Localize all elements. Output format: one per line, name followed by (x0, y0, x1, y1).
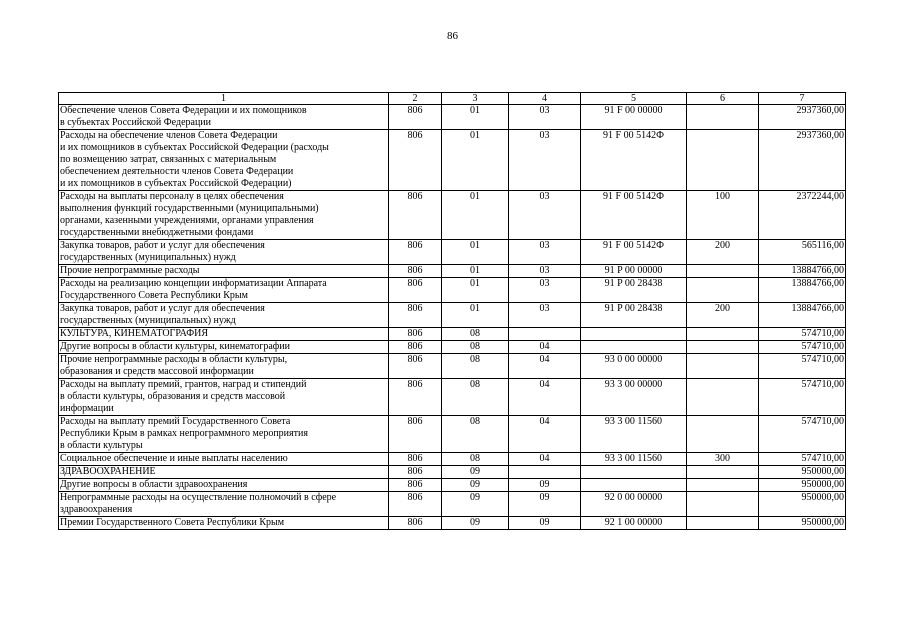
row-target-article: 91 P 00 00000 (581, 265, 687, 278)
table-row (59, 479, 846, 492)
row-section-code: 09 (442, 517, 509, 530)
row-target-article: 93 3 00 11560 (581, 453, 687, 466)
row-admin-code: 806 (389, 240, 442, 265)
row-section-code: 08 (442, 341, 509, 354)
row-amount: 950000,00 (759, 479, 846, 492)
row-name: Закупка товаров, работ и услуг для обеспечения государственных (муниципальных) нужд (59, 240, 389, 265)
row-admin-code: 806 (389, 265, 442, 278)
row-subsection-code: 03 (509, 105, 581, 130)
header-col-4: 4 (509, 93, 581, 105)
row-section-code: 01 (442, 105, 509, 130)
header-col-2: 2 (389, 93, 442, 105)
row-section-code: 08 (442, 379, 509, 416)
row-section-code: 09 (442, 466, 509, 479)
row-target-article: 92 1 00 00000 (581, 517, 687, 530)
row-amount: 565116,00 (759, 240, 846, 265)
row-name: Прочие непрограммные расходы (59, 265, 389, 278)
row-target-article: 91 F 00 00000 (581, 105, 687, 130)
row-section-code: 01 (442, 303, 509, 328)
row-expense-type (687, 379, 759, 416)
table-row (59, 341, 846, 354)
table-header (59, 93, 846, 105)
table-body (59, 105, 846, 530)
row-name: Закупка товаров, работ и услуг для обеспечения государственных (муниципальных) нужд (59, 303, 389, 328)
row-amount: 950000,00 (759, 492, 846, 517)
table-row (59, 379, 846, 416)
row-section-code: 09 (442, 479, 509, 492)
row-admin-code: 806 (389, 517, 442, 530)
row-name: Расходы на выплаты персоналу в целях обеспечения выполнения функций государственными (муниципальными) органами, казенными учреждениями, органами управления государственными внебюджетными фондами (59, 191, 389, 240)
header-row (59, 93, 846, 105)
row-name: Другие вопросы в области здравоохранения (59, 479, 389, 492)
row-amount: 574710,00 (759, 416, 846, 453)
row-name: Непрограммные расходы на осуществление полномочий в сфере здравоохранения (59, 492, 389, 517)
row-expense-type: 200 (687, 303, 759, 328)
row-expense-type (687, 517, 759, 530)
table-row (59, 453, 846, 466)
row-name: Прочие непрограммные расходы в области культуры, образования и средств массовой информации (59, 354, 389, 379)
table-row (59, 303, 846, 328)
row-section-code: 08 (442, 453, 509, 466)
budget-table (58, 92, 846, 530)
table-row (59, 105, 846, 130)
header-col-5: 5 (581, 93, 687, 105)
row-admin-code: 806 (389, 303, 442, 328)
row-amount: 574710,00 (759, 341, 846, 354)
row-target-article: 92 0 00 00000 (581, 492, 687, 517)
header-col-3: 3 (442, 93, 509, 105)
row-expense-type (687, 479, 759, 492)
row-admin-code: 806 (389, 328, 442, 341)
row-amount: 13884766,00 (759, 265, 846, 278)
row-subsection-code: 03 (509, 265, 581, 278)
row-admin-code: 806 (389, 130, 442, 191)
row-subsection-code: 03 (509, 191, 581, 240)
table-row (59, 328, 846, 341)
row-expense-type (687, 265, 759, 278)
row-section-code: 01 (442, 278, 509, 303)
page-number: 86 (447, 30, 458, 42)
row-expense-type (687, 130, 759, 191)
row-subsection-code: 03 (509, 278, 581, 303)
row-expense-type (687, 492, 759, 517)
row-expense-type (687, 354, 759, 379)
row-target-article (581, 341, 687, 354)
row-subsection-code: 03 (509, 303, 581, 328)
row-amount: 574710,00 (759, 379, 846, 416)
row-name: Обеспечение членов Совета Федерации и их помощников в субъектах Российской Федерации (59, 105, 389, 130)
row-target-article: 91 P 00 28438 (581, 303, 687, 328)
row-name: Социальное обеспечение и иные выплаты населению (59, 453, 389, 466)
row-section-code: 01 (442, 240, 509, 265)
row-expense-type (687, 278, 759, 303)
row-section-code: 08 (442, 328, 509, 341)
table-row (59, 191, 846, 240)
row-name: Расходы на выплату премий, грантов, наград и стипендий в области культуры, образования и средств массовой информации (59, 379, 389, 416)
row-subsection-code: 04 (509, 341, 581, 354)
row-amount: 13884766,00 (759, 303, 846, 328)
row-subsection-code (509, 328, 581, 341)
row-target-article: 93 3 00 11560 (581, 416, 687, 453)
row-amount: 950000,00 (759, 517, 846, 530)
header-col-6: 6 (687, 93, 759, 105)
row-target-article: 91 P 00 28438 (581, 278, 687, 303)
row-expense-type (687, 466, 759, 479)
row-expense-type (687, 416, 759, 453)
row-subsection-code: 09 (509, 479, 581, 492)
row-target-article (581, 479, 687, 492)
row-name: КУЛЬТУРА, КИНЕМАТОГРАФИЯ (59, 328, 389, 341)
header-col-7: 7 (759, 93, 846, 105)
row-admin-code: 806 (389, 278, 442, 303)
row-admin-code: 806 (389, 105, 442, 130)
row-amount: 950000,00 (759, 466, 846, 479)
row-target-article: 93 3 00 00000 (581, 379, 687, 416)
row-name: ЗДРАВООХРАНЕНИЕ (59, 466, 389, 479)
table-row (59, 517, 846, 530)
row-admin-code: 806 (389, 466, 442, 479)
row-amount: 574710,00 (759, 453, 846, 466)
row-target-article: 93 0 00 00000 (581, 354, 687, 379)
table-row (59, 416, 846, 453)
row-admin-code: 806 (389, 354, 442, 379)
row-section-code: 08 (442, 416, 509, 453)
row-expense-type (687, 105, 759, 130)
row-expense-type: 100 (687, 191, 759, 240)
row-target-article (581, 466, 687, 479)
table-row (59, 466, 846, 479)
row-name: Расходы на обеспечение членов Совета Федерации и их помощников в субъектах Российской Федерации (расходы по возмещению затрат, связанных с материальным обеспечением деятельности членов Совета Федерации и их помощников в субъектах Российской Федерации) (59, 130, 389, 191)
row-target-article: 91 F 00 5142Ф (581, 191, 687, 240)
row-expense-type: 300 (687, 453, 759, 466)
table-row (59, 354, 846, 379)
row-section-code: 09 (442, 492, 509, 517)
row-amount: 2937360,00 (759, 105, 846, 130)
row-expense-type: 200 (687, 240, 759, 265)
row-subsection-code: 04 (509, 379, 581, 416)
row-admin-code: 806 (389, 453, 442, 466)
row-subsection-code: 04 (509, 354, 581, 379)
row-name: Расходы на выплату премий Государственного Совета Республики Крым в рамках непрограммного мероприятия в области культуры (59, 416, 389, 453)
row-admin-code: 806 (389, 492, 442, 517)
row-subsection-code: 03 (509, 240, 581, 265)
row-name: Расходы на реализацию концепции информатизации Аппарата Государственного Совета Республики Крым (59, 278, 389, 303)
row-section-code: 01 (442, 191, 509, 240)
row-target-article (581, 328, 687, 341)
row-subsection-code: 03 (509, 130, 581, 191)
row-section-code: 01 (442, 130, 509, 191)
row-amount: 13884766,00 (759, 278, 846, 303)
row-expense-type (687, 328, 759, 341)
row-admin-code: 806 (389, 479, 442, 492)
row-admin-code: 806 (389, 341, 442, 354)
row-target-article: 91 F 00 5142Ф (581, 130, 687, 191)
table-row (59, 265, 846, 278)
table-row (59, 240, 846, 265)
row-subsection-code: 09 (509, 517, 581, 530)
row-subsection-code: 04 (509, 416, 581, 453)
row-section-code: 01 (442, 265, 509, 278)
row-section-code: 08 (442, 354, 509, 379)
row-name: Другие вопросы в области культуры, кинематографии (59, 341, 389, 354)
row-name: Премии Государственного Совета Республики Крым (59, 517, 389, 530)
row-subsection-code (509, 466, 581, 479)
row-amount: 2372244,00 (759, 191, 846, 240)
row-amount: 574710,00 (759, 328, 846, 341)
table-row (59, 278, 846, 303)
row-amount: 2937360,00 (759, 130, 846, 191)
row-expense-type (687, 341, 759, 354)
row-amount: 574710,00 (759, 354, 846, 379)
row-subsection-code: 09 (509, 492, 581, 517)
row-admin-code: 806 (389, 379, 442, 416)
row-subsection-code: 04 (509, 453, 581, 466)
row-target-article: 91 F 00 5142Ф (581, 240, 687, 265)
row-admin-code: 806 (389, 416, 442, 453)
row-admin-code: 806 (389, 191, 442, 240)
table-row (59, 492, 846, 517)
header-col-1: 1 (59, 93, 389, 105)
table-row (59, 130, 846, 191)
